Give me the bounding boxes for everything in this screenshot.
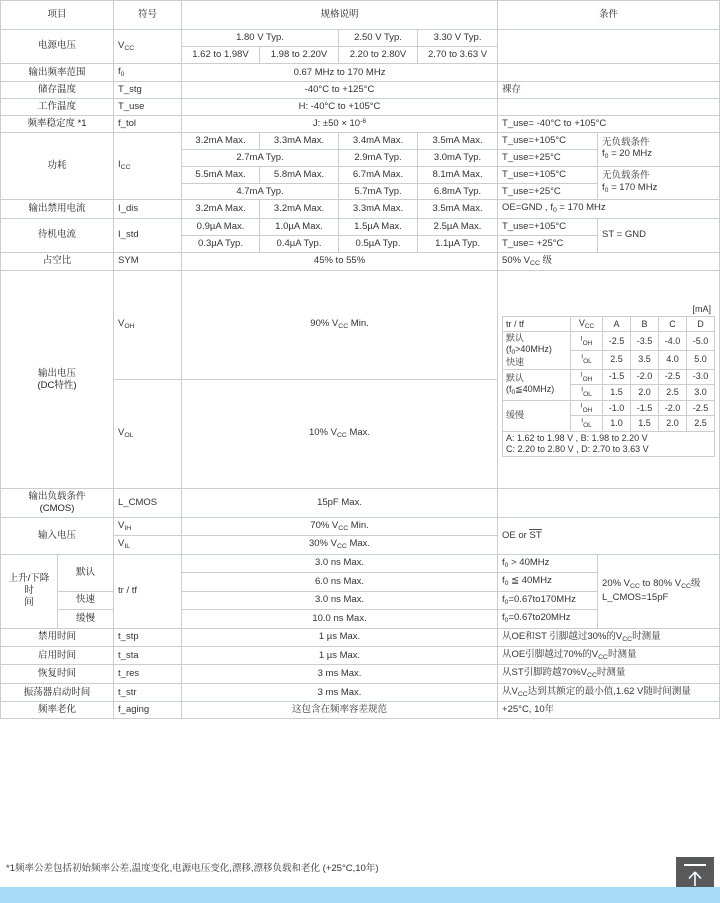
- inner-head-trtf: tr / tf: [503, 316, 571, 332]
- vcc-range-4: 2.70 to 3.63 V: [418, 46, 498, 63]
- symbol-trtf: tr / tf: [114, 554, 182, 628]
- power-l2-temp: T_use=+25°C: [498, 149, 598, 166]
- freq-range-condition: [498, 63, 720, 81]
- inner-g2-ioh-b: -2.0: [631, 369, 659, 385]
- vcc-range-2: 1.98 to 2.20V: [260, 46, 339, 63]
- table-row: [1, 252, 720, 270]
- idis-v3: 3.3mA Max.: [339, 200, 418, 218]
- row-label-load-condition: 输出负载条件 (CMOS): [1, 489, 114, 518]
- inner-head-c: C: [659, 316, 687, 332]
- startup-time-spec: 3 ms Max.: [182, 683, 498, 701]
- idis-v1: 3.2mA Max.: [182, 200, 260, 218]
- inner-legend-row: [503, 431, 715, 456]
- istd-l1-temp: T_use=+105°C: [498, 218, 598, 235]
- table-row: [1, 554, 720, 572]
- vcc-condition: [498, 30, 720, 64]
- storage-temp-spec: -40°C to +125°C: [182, 82, 498, 99]
- enable-time-spec: 1 µs Max.: [182, 646, 498, 664]
- istd-l1-v2: 1.0µA Max.: [260, 218, 339, 235]
- table-row: [1, 702, 720, 719]
- power-l2-v2: 2.9mA Typ.: [339, 149, 418, 166]
- power-l1-v1: 3.2mA Max.: [182, 132, 260, 149]
- inner-row: [503, 332, 715, 351]
- inner-group-label-2: 默认 $(f_0≦40MHz)$: [503, 369, 571, 400]
- rise-fall-sub-slow: 缓慢: [58, 610, 114, 628]
- recovery-time-spec: 3 ms Max.: [182, 665, 498, 683]
- row-label-freq-stability: 频率稳定度 *1: [1, 115, 114, 132]
- operating-temp-condition: [498, 99, 720, 116]
- power-l1-v2: 3.3mA Max.: [260, 132, 339, 149]
- symbol-f0: $f_0$: [114, 63, 182, 81]
- row-label-enable-time: 启用时间: [1, 646, 114, 664]
- voh-spec: 90% $V_{CC}$ Min.: [182, 271, 498, 380]
- row-label-output-disable-current: 输出禁用电流: [1, 200, 114, 218]
- idis-condition: OE=GND , $f_0 = 170$ MHz: [498, 200, 720, 218]
- startup-time-condition: 从$V_{CC}$达到其额定的最小值,1.62 V随时间测量: [498, 683, 720, 701]
- row-label-standby-current: 待机电流: [1, 218, 114, 252]
- vcc-typ-3: 3.30 V Typ.: [418, 30, 498, 47]
- top-bar-icon: [684, 864, 706, 866]
- inner-g3-ioh-b: -1.5: [631, 400, 659, 416]
- symbol-tstp: t_stp: [114, 628, 182, 646]
- row-label-recovery-time: 恢复时间: [1, 665, 114, 683]
- rise-fall-sub-default: 默认: [58, 554, 114, 591]
- inner-iol-label-1: $^I_{OL}$: [571, 350, 603, 369]
- symbol-tuse: T_use: [114, 99, 182, 116]
- table-row: [1, 628, 720, 646]
- inner-g3-iol-d: 2.5: [687, 416, 715, 432]
- recovery-time-condition: 从ST引脚跨越$70\%V_{CC}$时测量: [498, 665, 720, 683]
- load-condition-condition: [498, 489, 720, 518]
- table-row: [1, 99, 720, 116]
- symbol-faging: f_aging: [114, 702, 182, 719]
- arrow-up-icon: [685, 869, 705, 889]
- power-l2-v1: 2.7mA Typ.: [182, 149, 339, 166]
- symbol-tstr: t_str: [114, 683, 182, 701]
- symbol-lcmos: L_CMOS: [114, 489, 182, 518]
- inner-ioh-label-3: $^I_{OH}$: [571, 400, 603, 416]
- power-condition-a: 无负载条件 $f_0 = 20$ MHz: [598, 132, 720, 166]
- inner-header-row: [503, 316, 715, 332]
- symbol-voh: $V_{OH}$: [114, 271, 182, 380]
- inner-g1-iol-b: 3.5: [631, 350, 659, 369]
- header-symbol: 符号: [114, 1, 182, 30]
- rise-fall-l3-cond: $f_0=0.67to170MHz$: [498, 591, 598, 609]
- table-row: [1, 63, 720, 81]
- output-current-table-cell: [498, 271, 720, 489]
- inner-g3-ioh-d: -2.5: [687, 400, 715, 416]
- inner-g3-ioh-c: -2.0: [659, 400, 687, 416]
- power-l3-v3: 6.7mA Max.: [339, 166, 418, 183]
- inner-ioh-label-1: $^I_{OH}$: [571, 332, 603, 351]
- row-label-freq-range: 输出频率范围: [1, 63, 114, 81]
- operating-temp-spec: H: -40°C to +105°C: [182, 99, 498, 116]
- symbol-istd: I_std: [114, 218, 182, 252]
- inner-g3-iol-b: 1.5: [631, 416, 659, 432]
- inner-g1-iol-c: 4.0: [659, 350, 687, 369]
- freq-stability-condition: T_use= -40°C to +105°C: [498, 115, 720, 132]
- power-l2-v3: 3.0mA Typ.: [418, 149, 498, 166]
- istd-l1-v4: 2.5µA Max.: [418, 218, 498, 235]
- row-label-output-voltage: 输出电压 (DC特性): [1, 271, 114, 489]
- rise-fall-sub-fast: 快速: [58, 591, 114, 609]
- rise-fall-l3-value: 3.0 ns Max.: [182, 591, 498, 609]
- istd-l2-v1: 0.3µA Typ.: [182, 235, 260, 252]
- inner-g1-ioh-a: -2.5: [603, 332, 631, 351]
- table-row: [1, 517, 720, 535]
- rise-fall-l2-cond: $f_0$ ≦ 40MHz: [498, 573, 598, 591]
- row-label-vcc: 电源电压: [1, 30, 114, 64]
- symbol-sym: SYM: [114, 252, 182, 270]
- symbol-tres: t_res: [114, 665, 182, 683]
- power-condition-b: 无负载条件 $f_0 = 170$ MHz: [598, 166, 720, 200]
- row-label-disable-time: 禁用时间: [1, 628, 114, 646]
- table-row: [1, 665, 720, 683]
- table-row: [1, 646, 720, 664]
- symbol-ftol: f_tol: [114, 115, 182, 132]
- inner-ioh-label-2: $^I_{OH}$: [571, 369, 603, 385]
- row-label-operating-temp: 工作温度: [1, 99, 114, 116]
- inner-group-label-1: 默认 $(f_0>40MHz)$ 快速: [503, 332, 571, 369]
- inner-row: [503, 369, 715, 385]
- istd-condition: ST = GND: [598, 218, 720, 252]
- duty-condition: 50% $V_{CC}$ 级: [498, 252, 720, 270]
- row-label-startup-time: 振荡器启动时间: [1, 683, 114, 701]
- table-row: [1, 218, 720, 235]
- inner-head-b: B: [631, 316, 659, 332]
- current-unit-label: [mA]: [692, 303, 712, 314]
- inner-g1-ioh-b: -3.5: [631, 332, 659, 351]
- inner-iol-label-2: $^I_{OL}$: [571, 385, 603, 401]
- symbol-idis: I_dis: [114, 200, 182, 218]
- inner-g1-ioh-c: -4.0: [659, 332, 687, 351]
- idis-v4: 3.5mA Max.: [418, 200, 498, 218]
- table-row: [1, 200, 720, 218]
- inner-head-a: A: [603, 316, 631, 332]
- inner-g2-iol-a: 1.5: [603, 385, 631, 401]
- disable-time-spec: 1 µs Max.: [182, 628, 498, 646]
- enable-time-condition: 从OE引脚越过70%的$V_{CC}$时测量: [498, 646, 720, 664]
- power-l3-temp: T_use=+105°C: [498, 166, 598, 183]
- inner-g3-iol-c: 2.0: [659, 416, 687, 432]
- freq-stability-spec: J: $\pm 50 \times 10^{-6}$: [182, 115, 498, 132]
- power-l4-v1: 4.7mA Typ.: [182, 183, 339, 200]
- power-l4-v2: 5.7mA Typ.: [339, 183, 418, 200]
- power-l3-v4: 8.1mA Max.: [418, 166, 498, 183]
- vcc-typ-2: 2.50 V Typ.: [339, 30, 418, 47]
- output-current-table: [502, 316, 715, 457]
- table-row: [1, 82, 720, 99]
- header-item: 项目: [1, 1, 114, 30]
- inner-g2-iol-b: 2.0: [631, 385, 659, 401]
- inner-g2-iol-d: 3.0: [687, 385, 715, 401]
- inner-legend: A: 1.62 to 1.98 V , B: 1.98 to 2.20 V C: 2.20 to 2.80 V , D: 2.70 to 3.63 V: [503, 431, 715, 456]
- row-label-duty: 占空比: [1, 252, 114, 270]
- inner-g3-iol-a: 1.0: [603, 416, 631, 432]
- row-label-aging: 频率老化: [1, 702, 114, 719]
- table-row: [1, 30, 720, 47]
- symbol-vcc: $V_{CC}$: [114, 30, 182, 64]
- inner-row: [503, 400, 715, 416]
- inner-g1-iol-a: 2.5: [603, 350, 631, 369]
- inner-iol-label-3: $^I_{OL}$: [571, 416, 603, 432]
- inner-g1-ioh-d: -5.0: [687, 332, 715, 351]
- inner-g3-ioh-a: -1.0: [603, 400, 631, 416]
- power-l3-v2: 5.8mA Max.: [260, 166, 339, 183]
- istd-l2-v3: 0.5µA Typ.: [339, 235, 418, 252]
- symbol-tsta: t_sta: [114, 646, 182, 664]
- vcc-range-3: 2.20 to 2.80V: [339, 46, 418, 63]
- rise-fall-l4-cond: $f_0=0.67to20MHz$: [498, 610, 598, 628]
- symbol-tstg: T_stg: [114, 82, 182, 99]
- symbol-vol: $V_{OL}$: [114, 380, 182, 489]
- symbol-vih: $V_{IH}$: [114, 517, 182, 535]
- inner-g2-iol-c: 2.5: [659, 385, 687, 401]
- vol-spec: 10% $V_{CC}$ Max.: [182, 380, 498, 489]
- table-row: [1, 489, 720, 518]
- table-row: [1, 271, 720, 380]
- power-l3-v1: 5.5mA Max.: [182, 166, 260, 183]
- aging-condition: +25°C, 10年: [498, 702, 720, 719]
- inner-g1-iol-d: 5.0: [687, 350, 715, 369]
- row-label-input-voltage: 输入电压: [1, 517, 114, 554]
- istd-l2-temp: T_use= +25°C: [498, 235, 598, 252]
- symbol-vil: $V_{IL}$: [114, 536, 182, 554]
- power-l1-v4: 3.5mA Max.: [418, 132, 498, 149]
- header-spec: 规格说明: [182, 1, 498, 30]
- rise-fall-l1-value: 3.0 ns Max.: [182, 554, 498, 572]
- vcc-typ-1: 1.80 V Typ.: [182, 30, 339, 47]
- rise-fall-l2-value: 6.0 ns Max.: [182, 573, 498, 591]
- disable-time-condition: 从OE和ST 引脚越过30%的$V_{CC}$时测量: [498, 628, 720, 646]
- vcc-range-1: 1.62 to 1.98V: [182, 46, 260, 63]
- power-l4-temp: T_use=+25°C: [498, 183, 598, 200]
- inner-g2-ioh-a: -1.5: [603, 369, 631, 385]
- power-l1-temp: T_use=+105°C: [498, 132, 598, 149]
- vih-spec: 70% $V_{CC}$ Min.: [182, 517, 498, 535]
- inner-head-d: D: [687, 316, 715, 332]
- storage-temp-condition: 裸存: [498, 82, 720, 99]
- header-condition: 条件: [498, 1, 720, 30]
- rise-fall-l4-value: 10.0 ns Max.: [182, 610, 498, 628]
- table-row: [1, 115, 720, 132]
- row-label-storage-temp: 储存温度: [1, 82, 114, 99]
- power-l4-v3: 6.8mA Typ.: [418, 183, 498, 200]
- bottom-blue-bar: [0, 887, 720, 903]
- power-l1-v3: 3.4mA Max.: [339, 132, 418, 149]
- istd-l1-v3: 1.5µA Max.: [339, 218, 418, 235]
- duty-spec: 45% to 55%: [182, 252, 498, 270]
- table-header-row: [1, 1, 720, 30]
- istd-l2-v4: 1.1µA Typ.: [418, 235, 498, 252]
- load-condition-spec: 15pF Max.: [182, 489, 498, 518]
- istd-l2-v2: 0.4µA Typ.: [260, 235, 339, 252]
- istd-l1-v1: 0.9µA Max.: [182, 218, 260, 235]
- input-voltage-condition: OE or ST: [498, 517, 720, 554]
- inner-g2-ioh-d: -3.0: [687, 369, 715, 385]
- vil-spec: 30% $V_{CC}$ Max.: [182, 536, 498, 554]
- row-label-power: 功耗: [1, 132, 114, 200]
- footnote: *1频率公差包括初始频率公差,温度变化,电源电压变化,漂移,漂移负载和老化 (+25°C,10年): [6, 863, 379, 874]
- inner-group-label-3: 缓慢: [503, 400, 571, 431]
- table-row: [1, 683, 720, 701]
- symbol-icc: $I_{CC}$: [114, 132, 182, 200]
- aging-spec: 这包含在频率容差规范: [182, 702, 498, 719]
- inner-g2-ioh-c: -2.5: [659, 369, 687, 385]
- freq-range-spec: 0.67 MHz to 170 MHz: [182, 63, 498, 81]
- table-row: [1, 132, 720, 149]
- rise-fall-l1-cond: $f_0 > 40MHz$: [498, 554, 598, 572]
- idis-v2: 3.2mA Max.: [260, 200, 339, 218]
- row-label-rise-fall: 上升/下降时 间: [1, 554, 58, 628]
- rise-fall-condition-2: 20% $V_{CC}$ to 80% $V_{CC}$级 L_CMOS=15pF: [598, 554, 720, 628]
- inner-head-vcc: $V_{CC}$: [571, 316, 603, 332]
